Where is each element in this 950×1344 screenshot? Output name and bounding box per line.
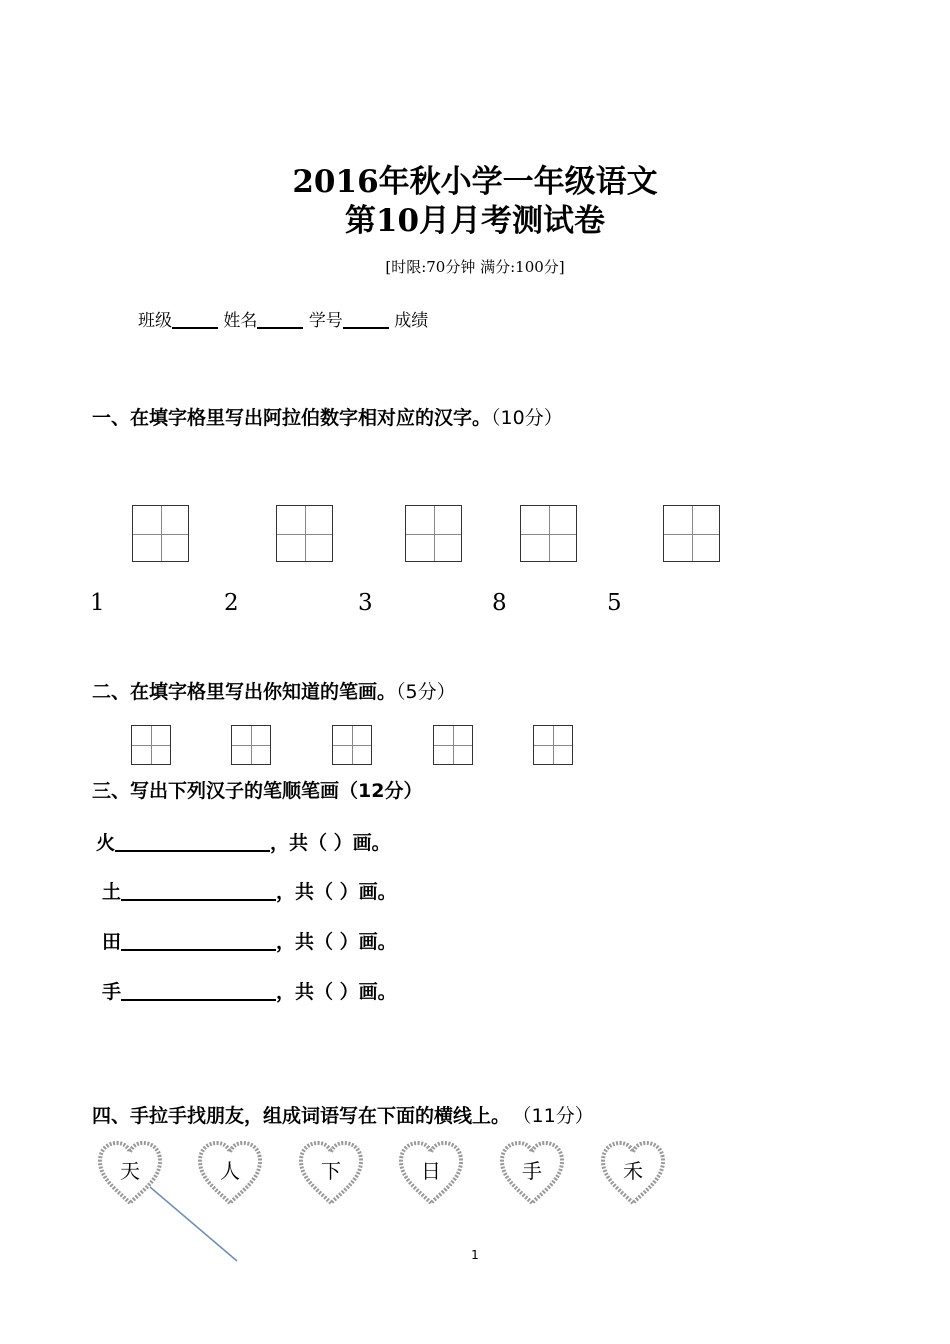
score-label: 成绩 — [394, 311, 429, 331]
section1-heading — [92, 403, 563, 430]
stroke-count-prompt: ，共（ ）画。 — [276, 981, 397, 1003]
number-label: 5 — [607, 590, 622, 616]
stroke-char: 土 — [102, 881, 122, 903]
name-blank[interactable] — [257, 327, 303, 329]
number-label: 2 — [224, 590, 239, 616]
class-blank[interactable] — [172, 327, 218, 329]
heart-card[interactable] — [496, 1137, 568, 1209]
class-label: 班级 — [138, 311, 172, 331]
stroke-order-blank[interactable] — [121, 949, 276, 951]
name-label: 姓名 — [223, 311, 258, 331]
heart-char: 人 — [220, 1159, 240, 1183]
heart-char: 禾 — [623, 1159, 643, 1183]
section3-heading: 三、写出下列汉子的笔顺笔画（12分） — [92, 780, 423, 802]
stroke-order-blank[interactable] — [121, 899, 276, 901]
stroke-order-blank[interactable] — [121, 999, 276, 1001]
number-label: 3 — [358, 590, 373, 616]
stroke-order-row — [96, 828, 391, 855]
id-label: 学号 — [308, 311, 343, 331]
number-label: 8 — [492, 590, 507, 616]
time-score-limits: [时限:70分钟 满分:100分] — [385, 258, 565, 276]
section2-points: （5分） — [396, 681, 456, 703]
stroke-char: 手 — [102, 981, 122, 1003]
heart-char: 手 — [522, 1159, 542, 1183]
stroke-grid-box[interactable] — [433, 725, 473, 765]
heart-char: 日 — [421, 1159, 441, 1183]
section2-heading — [92, 677, 456, 704]
stroke-grid-box[interactable] — [131, 725, 171, 765]
writing-grid-box[interactable] — [520, 505, 577, 562]
heart-card[interactable] — [597, 1137, 669, 1209]
number-label: 1 — [90, 590, 105, 616]
section1-title: 一、在填字格里写出阿拉伯数字相对应的汉字。 — [92, 407, 492, 429]
page-title-line1: 2016年秋小学一年级语文 — [292, 164, 658, 200]
stroke-order-row — [102, 877, 397, 904]
heart-card[interactable] — [395, 1137, 467, 1209]
section2-title: 二、在填字格里写出你知道的笔画。 — [92, 681, 397, 703]
heart-char: 天 — [120, 1159, 140, 1183]
section4-title: 四、手拉手找朋友，组成词语写在下面的横线上。 — [92, 1105, 511, 1127]
section4-heading — [92, 1101, 594, 1128]
writing-grid-box[interactable] — [132, 505, 189, 562]
stroke-order-blank[interactable] — [115, 850, 270, 852]
writing-grid-box[interactable] — [276, 505, 333, 562]
stroke-grid-box[interactable] — [332, 725, 372, 765]
writing-grid-box[interactable] — [663, 505, 720, 562]
section1-points: （10分） — [491, 407, 563, 429]
stroke-grid-box[interactable] — [231, 725, 271, 765]
writing-grid-box[interactable] — [405, 505, 462, 562]
stroke-count-prompt: ，共（ ）画。 — [276, 931, 397, 953]
heart-card[interactable] — [295, 1137, 367, 1209]
stroke-order-row — [102, 977, 397, 1004]
page-title-line2: 第10月月考测试卷 — [344, 203, 606, 239]
page-number: 1 — [471, 1248, 479, 1262]
stroke-char: 火 — [96, 832, 116, 854]
stroke-count-prompt: ，共（ ）画。 — [276, 881, 397, 903]
heart-char: 下 — [321, 1159, 341, 1183]
stroke-order-row — [102, 927, 397, 954]
stroke-count-prompt: ，共（ ）画。 — [270, 832, 391, 854]
section4-points: （11分） — [522, 1105, 594, 1127]
student-info-line — [138, 306, 428, 331]
stroke-grid-box[interactable] — [533, 725, 573, 765]
stroke-char: 田 — [102, 931, 122, 953]
id-blank[interactable] — [343, 327, 389, 329]
